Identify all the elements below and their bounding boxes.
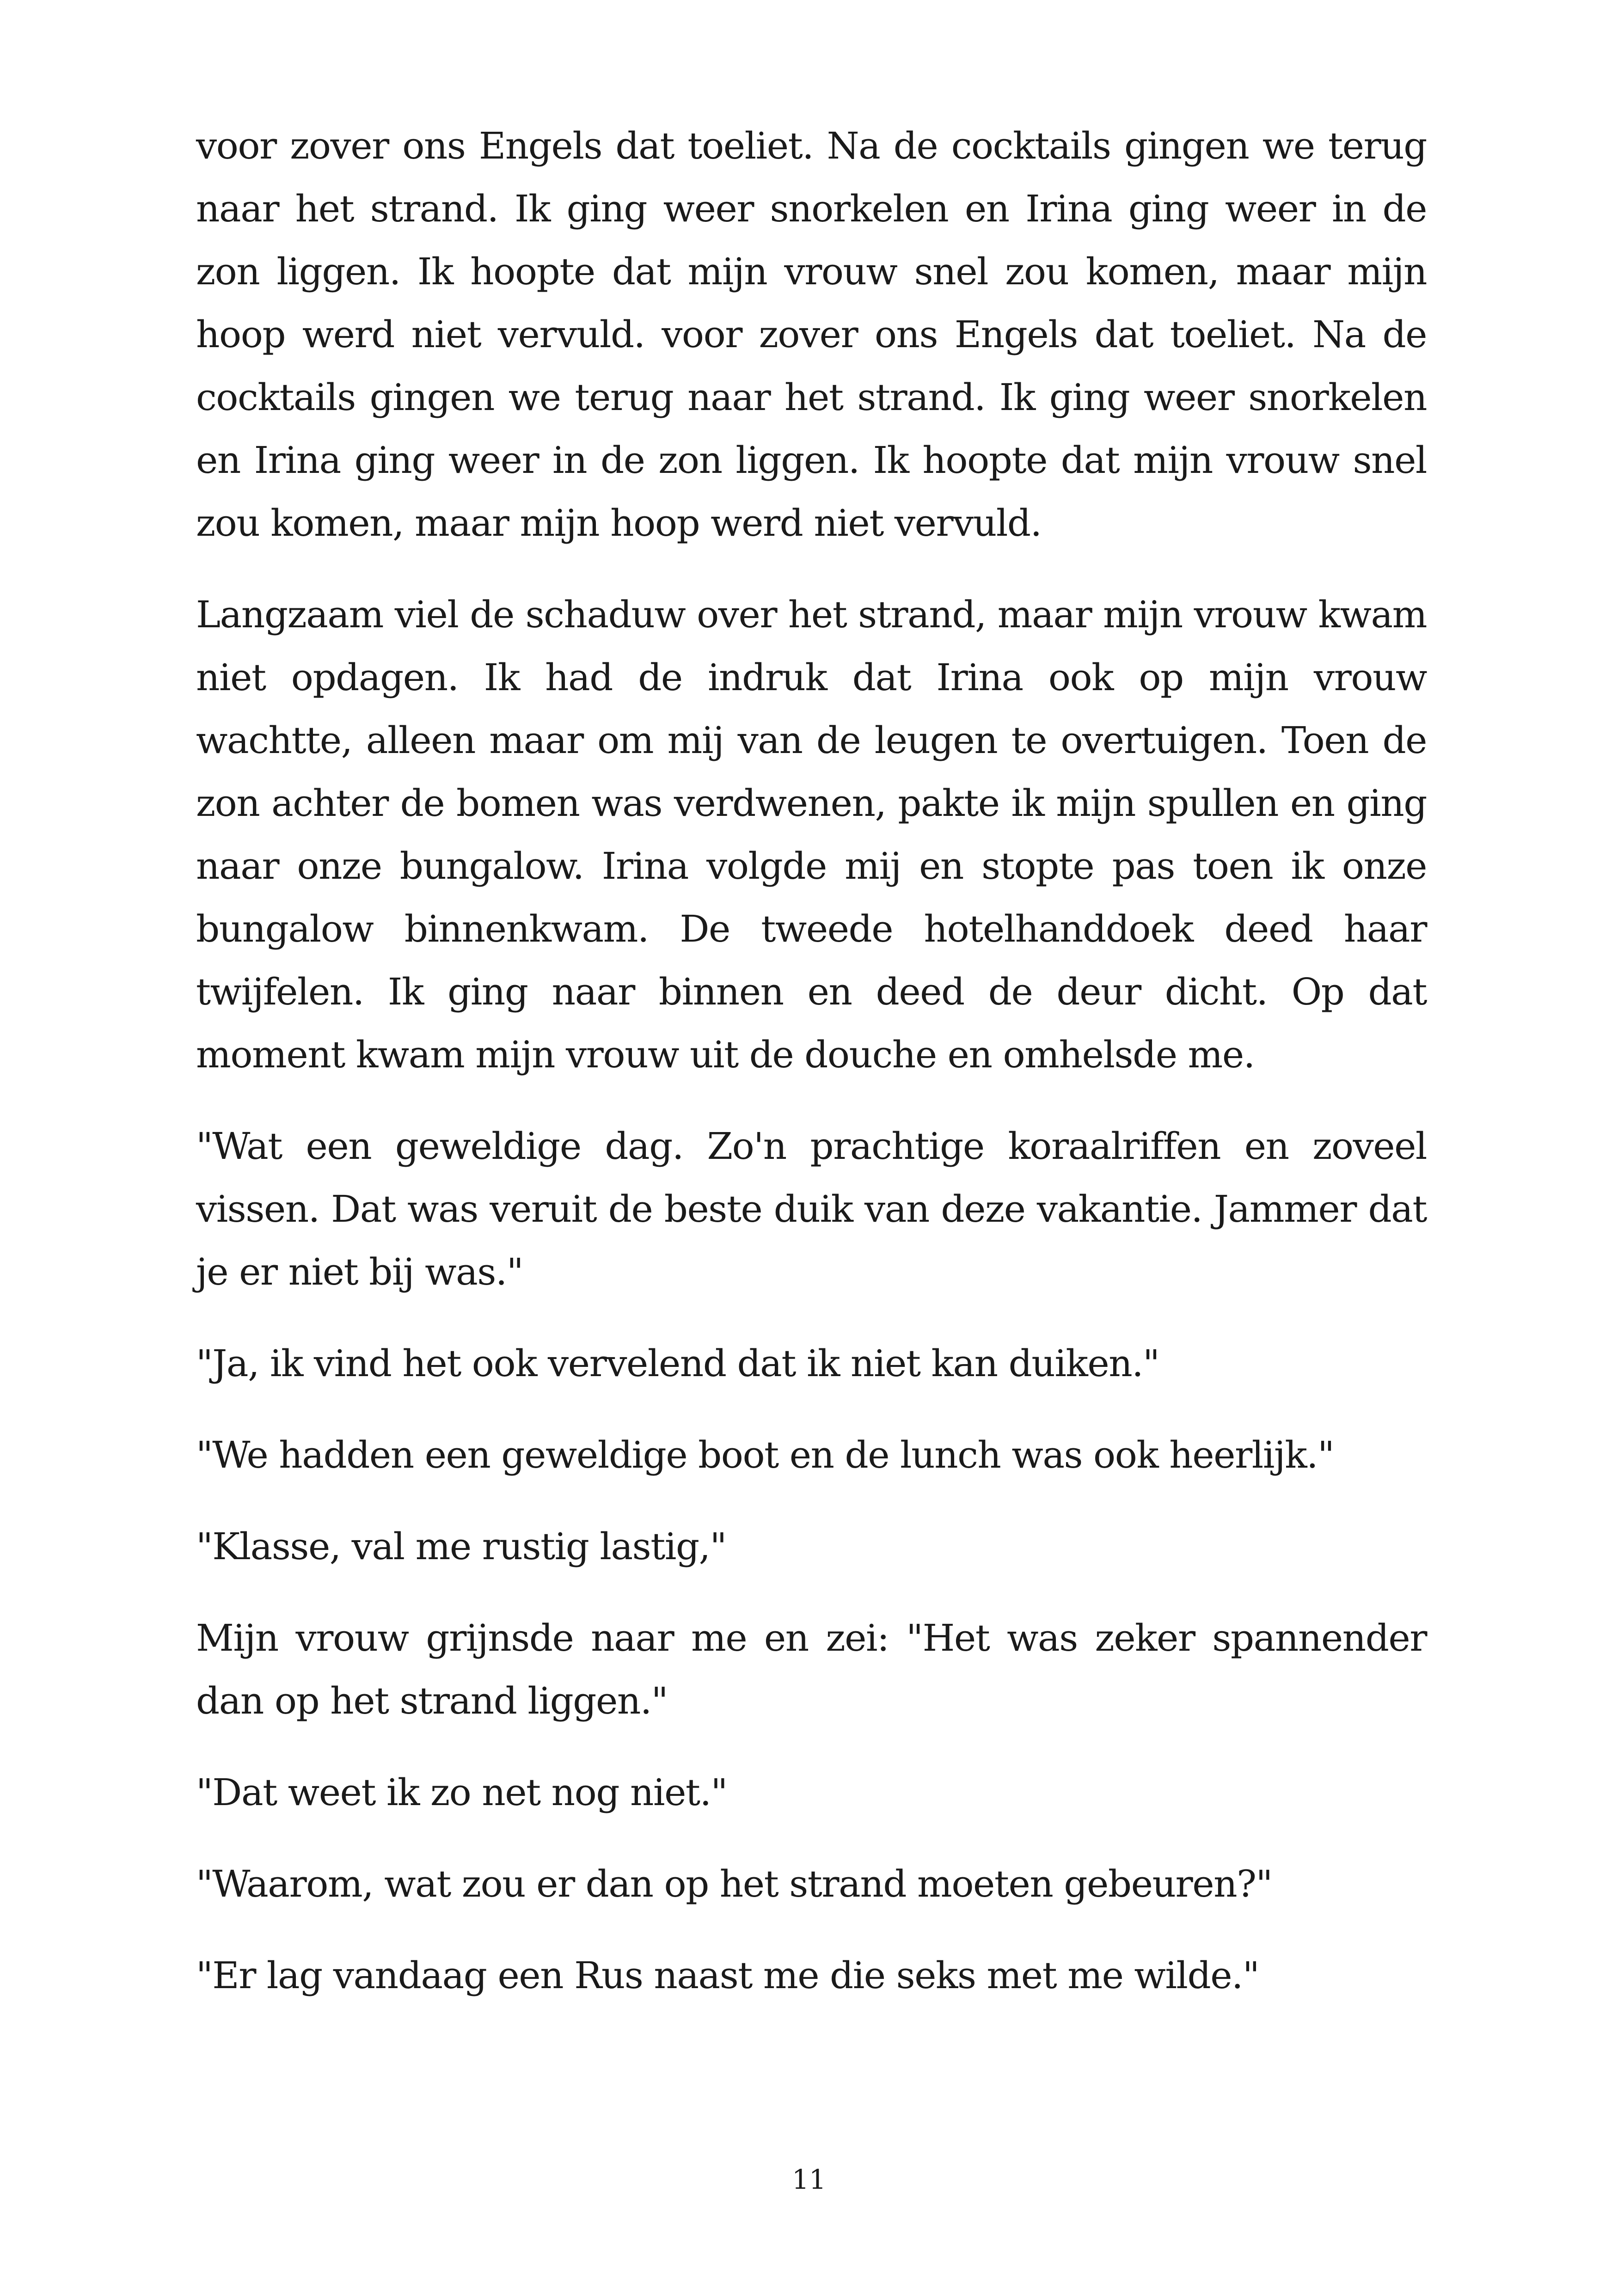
paragraph: "We hadden een geweldige boot en de lunch was ook heerlijk." [196,1433,1334,1476]
paragraph: "Waarom, wat zou er dan op het strand moeten gebeuren?" [196,1862,1272,1905]
paragraph: Mijn vrouw grijnsde naar me en zei: "Het was zeker spannender dan op het strand liggen." [196,1616,1427,1722]
paragraph: "Er lag vandaag een Rus naast me die seks met me wilde." [196,1954,1259,1997]
body-text [196,115,1427,2036]
page-number: 11 [792,2164,826,2195]
paragraph: Langzaam viel de schaduw over het strand, maar mijn vrouw kwam niet opdagen. Ik had de indruk dat Irina ook op mijn vrouw wachtte, alleen maar om mij van de leugen te overtuigen. Toen de zon achter de bomen was verdwenen, pakte ik mijn spullen en ging naar onze bungalow. Irina volgde mij en stopte pas toen ik onze bungalow binnenkwam. De tweede hotelhanddoek deed haar twijfelen. Ik ging naar binnen en deed de deur dicht. Op dat moment kwam mijn vrouw uit de douche en omhelsde me. [196,593,1427,1076]
paragraph: "Wat een geweldige dag. Zo'n prachtige koraalriffen en zoveel vissen. Dat was veruit de beste duik van deze vakantie. Jammer dat je er niet bij was." [196,1125,1427,1293]
paragraph: "Ja, ik vind het ook vervelend dat ik niet kan duiken." [196,1342,1159,1385]
paragraph: "Klasse, val me rustig lastig," [196,1525,726,1568]
paragraph: "Dat weet ik zo net nog niet." [196,1771,727,1814]
paragraph: voor zover ons Engels dat toeliet. Na de cocktails gingen we terug naar het strand. Ik ging weer snorkelen en Irina ging weer in de zon liggen. Ik hoopte dat mijn vrouw snel zou komen, maar mijn hoop werd niet vervuld. voor zover ons Engels dat toeliet. Na de cocktails gingen we terug naar het strand. Ik ging weer snorkelen en Irina ging weer in de zon liggen. Ik hoopte dat mijn vrouw snel zou komen, maar mijn hoop werd niet vervuld. [196,124,1427,545]
